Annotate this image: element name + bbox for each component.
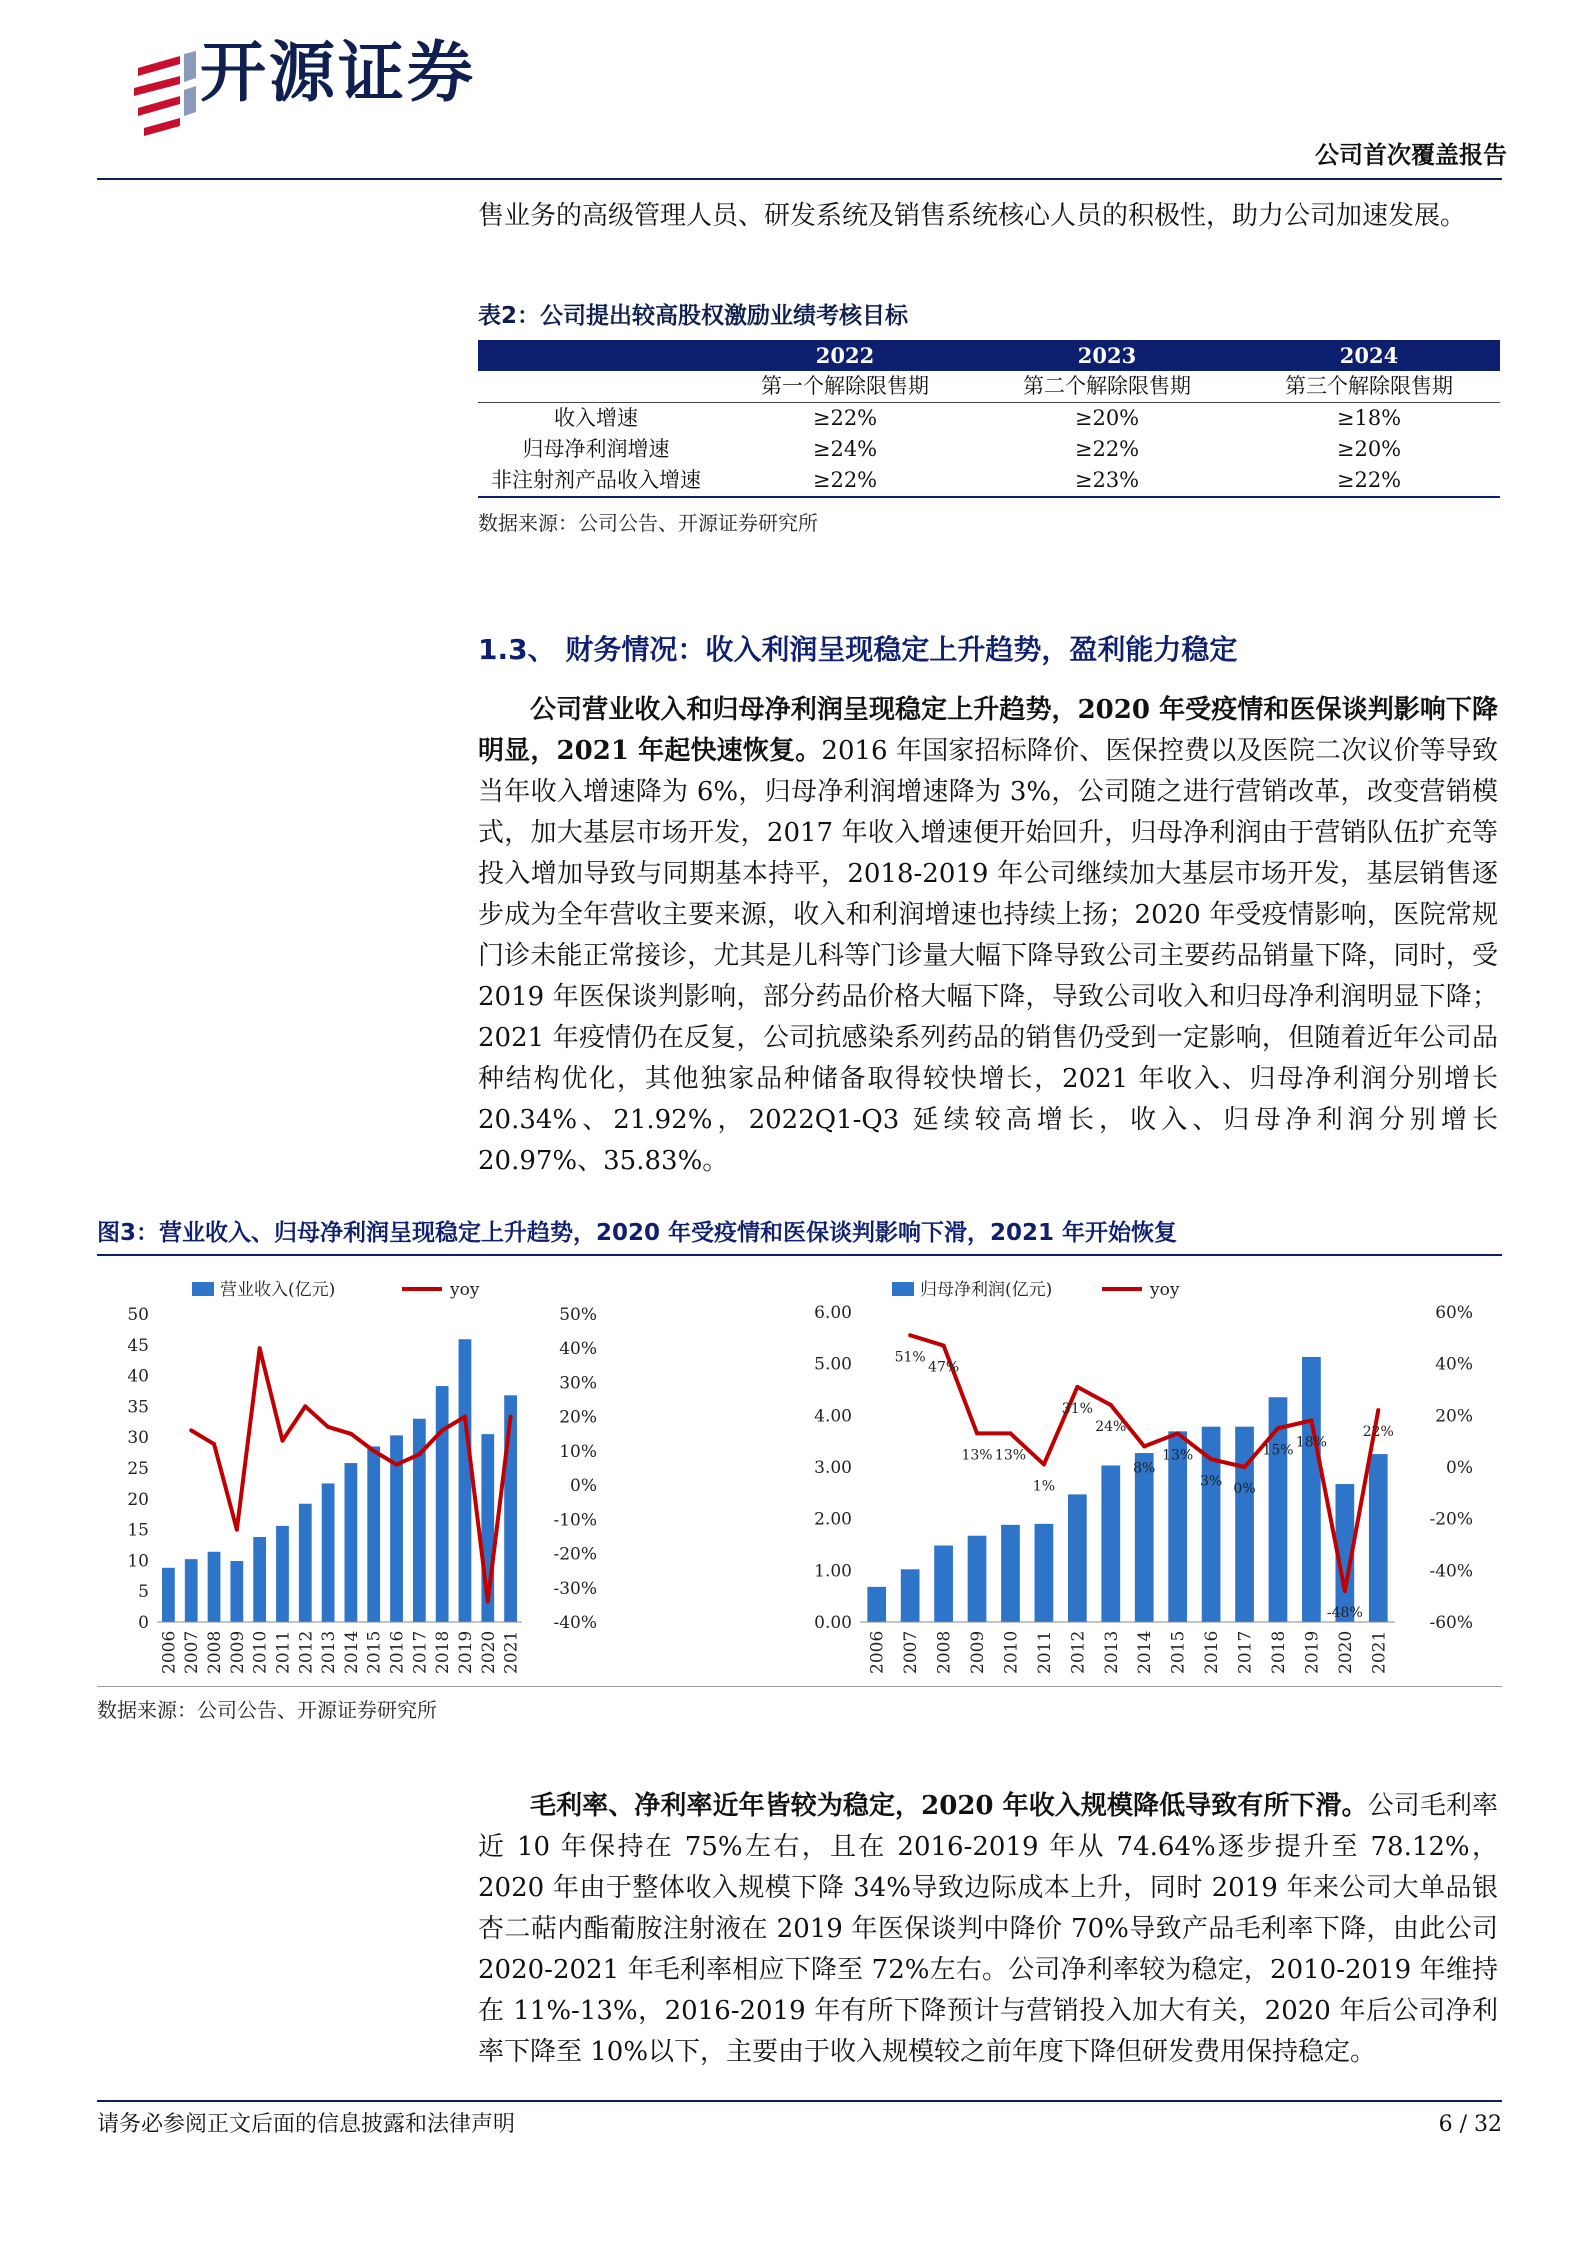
period-cell: 第三个解除限售期 (1238, 371, 1500, 403)
intro-text: 售业务的高级管理人员、研发系统及销售系统核心人员的积极性，助力公司加速发展。 (478, 201, 1467, 231)
yoy-data-label: 18% (1295, 1434, 1327, 1451)
footer-divider (97, 2100, 1502, 2102)
incentive-targets-table (478, 340, 1500, 498)
yoy-point-2017 (417, 1452, 421, 1456)
yoy-data-label: 8% (1133, 1460, 1156, 1477)
period-cell: 第一个解除限售期 (714, 371, 976, 403)
y2-tick-label: 60% (1435, 1303, 1473, 1323)
yoy-data-label: 13% (1162, 1447, 1194, 1464)
year-col-header: 2024 (1238, 340, 1500, 371)
x-tick-label: 2007 (901, 1630, 922, 1674)
table-cell: ≥23% (976, 465, 1238, 497)
row-label: 收入增速 (554, 406, 638, 430)
paragraph-lead: 毛利率、净利率近年皆较为稳定，2020 年收入规模降低导致有所下滑。 (530, 1791, 1368, 1821)
yoy-data-label: 22% (1362, 1424, 1394, 1441)
x-tick-label: 2018 (1268, 1630, 1289, 1674)
section-paragraph-1 (478, 690, 1498, 1182)
bar-2019 (1302, 1357, 1321, 1622)
x-tick-label: 2009 (968, 1630, 989, 1674)
x-tick-label: 2012 (296, 1630, 317, 1674)
yoy-point-2007 (189, 1428, 193, 1432)
yoy-point-2012 (1075, 1385, 1079, 1389)
y2-tick-label: 20% (559, 1407, 597, 1428)
y-tick-label: 30 (127, 1428, 149, 1449)
bar-2012 (299, 1504, 312, 1622)
x-tick-label: 2015 (364, 1630, 385, 1674)
yoy-point-2008 (942, 1344, 946, 1348)
yoy-data-label: 3% (1199, 1473, 1223, 1490)
y-tick-label: 25 (127, 1459, 149, 1479)
y2-tick-label: 30% (559, 1373, 597, 1394)
y2-tick-label: -20% (1429, 1509, 1473, 1530)
x-tick-label: 2017 (410, 1630, 431, 1674)
yoy-data-label: 24% (1095, 1419, 1127, 1435)
bar-2014 (345, 1463, 358, 1622)
figure-bottom-rule (97, 1686, 1502, 1687)
y-tick-label: 50 (127, 1305, 149, 1325)
yoy-data-label: 13% (994, 1447, 1027, 1464)
yoy-point-2007 (908, 1333, 912, 1337)
y2-tick-label: -20% (553, 1544, 597, 1565)
x-tick-label: 2011 (1034, 1630, 1055, 1674)
y2-tick-label: -30% (553, 1578, 597, 1599)
y-tick-label: 0 (138, 1613, 149, 1633)
table-row (478, 403, 1500, 435)
yoy-point-2015 (372, 1449, 376, 1453)
table-corner (478, 340, 714, 371)
figure-title: 图3：营业收入、归母净利润呈现稳定上升趋势，2020 年受疫情和医保谈判影响下滑，2021 年开始恢复 (97, 1220, 1178, 1246)
period-row (478, 371, 1500, 403)
row-label: 归母净利润增速 (522, 437, 670, 461)
yoy-point-2021 (509, 1415, 513, 1419)
report-type: 公司首次覆盖报告 (1315, 141, 1507, 169)
bar-2009 (230, 1561, 243, 1622)
x-tick-label: 2012 (1068, 1630, 1089, 1674)
x-tick-label: 2009 (227, 1630, 248, 1674)
figure-top-rule (97, 1254, 1502, 1256)
y-tick-label: 10 (127, 1551, 149, 1572)
bar-2014 (1135, 1453, 1154, 1622)
period-cell: 第二个解除限售期 (976, 371, 1238, 403)
table-cell: ≥22% (714, 465, 976, 497)
x-tick-label: 2008 (205, 1630, 226, 1674)
header-divider (97, 178, 1502, 180)
legend-label: yoy (450, 1280, 480, 1300)
yoy-data-label: 0% (1233, 1481, 1256, 1497)
section-heading: 1.3、 财务情况：收入利润呈现稳定上升趋势，盈利能力稳定 (478, 633, 1238, 666)
table-cell: ≥22% (1238, 465, 1500, 497)
x-tick-label: 2021 (501, 1630, 522, 1674)
y-tick-label: 35 (127, 1397, 149, 1418)
year-col-header: 2022 (714, 340, 976, 371)
x-tick-label: 2018 (433, 1630, 454, 1674)
legend-label: yoy (1150, 1280, 1180, 1300)
x-tick-label: 2013 (319, 1630, 340, 1674)
bar-2007 (185, 1559, 198, 1622)
yoy-data-label: 51% (894, 1349, 926, 1366)
yoy-point-2013 (326, 1425, 330, 1429)
bar-2017 (1235, 1427, 1254, 1622)
yoy-point-2018 (440, 1428, 444, 1432)
table-header-row (478, 340, 1500, 371)
yoy-data-label: 47% (928, 1359, 960, 1376)
y2-tick-label: 40% (1435, 1354, 1473, 1375)
x-tick-label: 2010 (250, 1630, 271, 1674)
yoy-data-label: -48% (1326, 1605, 1363, 1621)
bar-2008 (208, 1552, 221, 1622)
paragraph-body: 公司毛利率近 10 年保持在 75%左右，且在 2016-2019 年从 74.64%逐步提升至 78.12%，2020 年由于整体收入规模下降 34%导致边际成本上升，同时 2019 年来公司大单品银杏二萜内酯葡胺注射液在 2019 年医保谈判中降价 70%导致产品毛利率下降，由此公司 2020-2021 年毛利率相应下降至 72%左右。公司净利率较为稳定，2010-2019 年维持在 11%-13%，2016-2019 年有所下降预计与营销投入加大有关，2020 年后公司净利率下降至 10%以下，主要由于收入规模较之前年度下降但研发费用保持稳定。 (478, 1791, 1498, 2067)
yoy-point-2015 (1176, 1431, 1180, 1435)
y-tick-label: 45 (127, 1335, 149, 1356)
y-tick-label: 1.00 (814, 1561, 852, 1582)
yoy-point-2010 (258, 1346, 262, 1350)
yoy-point-2009 (975, 1431, 979, 1435)
yoy-point-2020 (486, 1599, 490, 1603)
legend-label: 归母净利润(亿元) (920, 1280, 1053, 1300)
bar-2012 (1068, 1494, 1087, 1622)
bar-2007 (901, 1569, 920, 1622)
y2-tick-label: 50% (559, 1305, 597, 1325)
figure-source: 数据来源：公司公告、开源证券研究所 (97, 1698, 437, 1722)
company-logo (130, 50, 200, 142)
y-tick-label: 6.00 (814, 1303, 852, 1323)
y-tick-label: 2.00 (814, 1509, 852, 1530)
table-cell: ≥22% (1074, 437, 1140, 461)
bar-2015 (367, 1446, 380, 1622)
bar-2006 (867, 1587, 886, 1622)
row-label: 非注射剂产品收入增速 (478, 465, 714, 497)
table-source: 数据来源：公司公告、开源证券研究所 (478, 511, 818, 535)
yoy-point-2016 (395, 1463, 399, 1467)
yoy-point-2011 (280, 1439, 284, 1443)
y-tick-label: 5 (138, 1582, 149, 1603)
yoy-point-2019 (1309, 1419, 1313, 1423)
table-row (478, 465, 1500, 497)
y-tick-label: 4.00 (814, 1406, 852, 1427)
x-tick-label: 2006 (867, 1630, 888, 1674)
y2-tick-label: -40% (553, 1613, 597, 1633)
y-tick-label: 40 (127, 1366, 149, 1387)
bar-2010 (1001, 1525, 1020, 1622)
x-tick-label: 2015 (1168, 1630, 1189, 1674)
x-tick-label: 2013 (1101, 1630, 1122, 1674)
y2-tick-label: 40% (559, 1339, 597, 1360)
y2-tick-label: 20% (1435, 1406, 1473, 1427)
y-tick-label: 15 (127, 1520, 149, 1541)
yoy-data-label: 1% (1032, 1478, 1056, 1495)
yoy-point-2014 (1142, 1444, 1146, 1448)
yoy-point-2008 (212, 1442, 216, 1446)
bar-2010 (253, 1537, 266, 1622)
yoy-data-label: 13% (961, 1447, 993, 1464)
y2-tick-label: 10% (559, 1441, 597, 1462)
y2-tick-label: -10% (553, 1510, 597, 1531)
yoy-point-2014 (349, 1432, 353, 1436)
x-tick-label: 2016 (1202, 1630, 1223, 1674)
yoy-point-2019 (463, 1415, 467, 1419)
yoy-point-2009 (235, 1528, 239, 1532)
yoy-point-2017 (1243, 1465, 1247, 1469)
y2-tick-label: -40% (1429, 1561, 1473, 1582)
x-tick-label: 2017 (1235, 1630, 1256, 1674)
table-cell: ≥18% (1336, 406, 1402, 430)
bar-2008 (934, 1546, 953, 1622)
y-tick-label: 0.00 (814, 1613, 852, 1633)
legend-bar-swatch (192, 1282, 214, 1296)
bar-2021 (1369, 1454, 1388, 1622)
table-cell: ≥20% (1336, 437, 1402, 461)
company-name: 开源证券 (200, 34, 476, 111)
y-tick-label: 5.00 (814, 1354, 852, 1375)
legend-bar-swatch (892, 1282, 914, 1296)
x-tick-label: 2019 (1302, 1630, 1323, 1674)
x-tick-label: 2019 (455, 1630, 476, 1674)
yoy-point-2018 (1276, 1426, 1280, 1430)
y-tick-label: 3.00 (814, 1458, 852, 1478)
table-row (478, 434, 1500, 465)
bar-2006 (162, 1568, 175, 1622)
yoy-point-2010 (1008, 1431, 1012, 1435)
revenue-chart (97, 1262, 797, 1682)
bar-2011 (1035, 1524, 1054, 1622)
yoy-data-label: 31% (1061, 1400, 1093, 1417)
page-number: 6 / 32 (1438, 2112, 1502, 2137)
x-tick-label: 2020 (1335, 1630, 1356, 1674)
y-tick-label: 20 (127, 1489, 149, 1510)
x-tick-label: 2020 (478, 1630, 499, 1674)
table-cell: ≥24% (812, 437, 878, 461)
x-tick-label: 2016 (387, 1630, 408, 1674)
table-title: 表2：公司提出较高股权激励业绩考核目标 (478, 303, 909, 329)
legend-label: 营业收入(亿元) (220, 1280, 336, 1300)
yoy-data-label: 15% (1262, 1442, 1294, 1459)
intro-paragraph (478, 196, 1498, 237)
year-col-header: 2023 (976, 340, 1238, 371)
yoy-point-2020 (1343, 1589, 1347, 1593)
net-profit-chart (800, 1262, 1502, 1682)
x-tick-label: 2010 (1001, 1630, 1022, 1674)
yoy-point-2012 (303, 1404, 307, 1408)
yoy-point-2021 (1376, 1408, 1380, 1412)
paragraph-lead: 公司营业收入和归母净利润呈现稳定上升趋势，2020 年受疫情和医保谈判影响下降明显，2021 年起快速恢复。 (478, 695, 1498, 766)
bar-2013 (1101, 1465, 1120, 1622)
x-tick-label: 2011 (273, 1630, 294, 1674)
bar-2013 (322, 1483, 335, 1622)
x-tick-label: 2008 (934, 1630, 955, 1674)
x-tick-label: 2007 (182, 1630, 203, 1674)
x-tick-label: 2014 (341, 1630, 362, 1674)
footer-disclaimer: 请务必参阅正文后面的信息披露和法律声明 (97, 2112, 516, 2137)
yoy-point-2016 (1209, 1457, 1213, 1461)
y2-tick-label: 0% (570, 1476, 597, 1497)
paragraph-body: 2016 年国家招标降价、医保控费以及医院二次议价等导致当年收入增速降为 6%，归母净利润增速降为 3%，公司随之进行营销改革，改变营销模式，加大基层市场开发，2017 年收入增速便开始回升，归母净利润由于营销队伍扩充等投入增加导致与同期基本持平，2018-2019 年公司继续加大基层市场开发，基层销售逐步成为全年营收主要来源，收入和利润增速也持续上扬；2020 年受疫情影响，医院常规门诊未能正常接诊，尤其是儿科等门诊量大幅下降导致公司主要药品销量下降，同时，受 2019 年医保谈判影响，部分药品价格大幅下降，导致公司收入和归母净利润明显下降；2021 年疫情仍在反复，公司抗感染系列药品的销售仍受到一定影响，但随着近年公司品种结构优化，其他独家品种储备取得较快增长，2021 年收入、归母净利润分别增长 20.34%、21.92%，2022Q1-Q3 延续较高增长，收入、归母净利润分别增长 20.97%、35.83%。 (478, 736, 1498, 1176)
section-paragraph-2 (478, 1786, 1498, 2073)
yoy-point-2011 (1042, 1462, 1046, 1466)
bar-2019 (459, 1339, 472, 1622)
bar-2018 (436, 1386, 449, 1622)
x-tick-label: 2021 (1369, 1630, 1390, 1674)
yoy-point-2013 (1109, 1403, 1113, 1407)
bar-2011 (276, 1526, 289, 1622)
bar-2009 (968, 1536, 987, 1622)
table-cell: ≥22% (812, 406, 878, 430)
y2-tick-label: -60% (1429, 1613, 1473, 1633)
x-tick-label: 2006 (159, 1630, 180, 1674)
x-tick-label: 2014 (1135, 1630, 1156, 1674)
table-cell: ≥20% (1074, 406, 1140, 430)
y2-tick-label: 0% (1446, 1458, 1473, 1478)
